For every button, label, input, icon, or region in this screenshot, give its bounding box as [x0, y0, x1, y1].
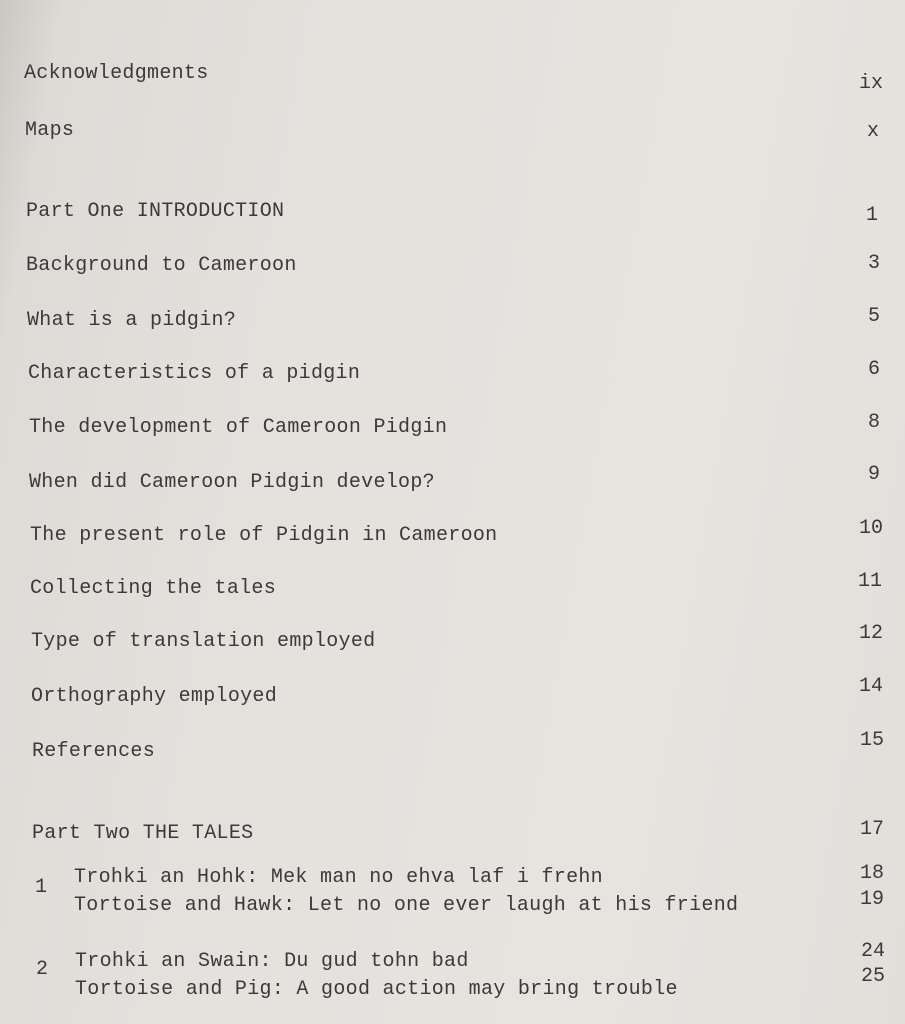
tale-pidgin-title: Trohki an Swain: Du gud tohn bad	[75, 950, 469, 973]
toc-entry: References	[32, 740, 156, 763]
tale-english-title: Tortoise and Pig: A good action may bring trouble	[75, 978, 678, 1001]
tale-english-page: 25	[860, 965, 885, 988]
toc-entry: Orthography employed	[31, 685, 278, 708]
part-one-page: 1	[865, 204, 878, 227]
toc-entry: Background to Cameroon	[26, 254, 297, 277]
toc-page-number: 8	[867, 411, 880, 434]
toc-page-number: 3	[867, 252, 880, 275]
toc-entry: Characteristics of a pidgin	[28, 362, 361, 385]
toc-page-acknowledgments: ix	[858, 72, 883, 95]
toc-entry: What is a pidgin?	[27, 309, 237, 332]
tale-english-page: 19	[859, 888, 884, 911]
toc-entry: Collecting the tales	[30, 577, 277, 600]
part-two-page: 17	[859, 818, 884, 841]
toc-page-number: 12	[858, 622, 883, 645]
tale-pidgin-page: 18	[859, 862, 884, 885]
toc-page-number: 15	[859, 729, 884, 752]
toc-entry: Type of translation employed	[31, 630, 376, 653]
toc-page-number: 6	[867, 358, 880, 381]
toc-entry: The development of Cameroon Pidgin	[29, 416, 448, 439]
part-one-heading: Part One INTRODUCTION	[26, 200, 285, 223]
toc-page-number: 11	[857, 570, 882, 593]
toc-entry-maps: Maps	[25, 119, 75, 142]
toc-page-number: 10	[858, 517, 883, 540]
toc-page-maps: x	[866, 120, 879, 143]
toc-page-number: 14	[858, 675, 883, 698]
tale-pidgin-title: Trohki an Hohk: Mek man no ehva laf i frehn	[74, 866, 603, 889]
tale-number: 1	[35, 876, 48, 899]
toc-entry: The present role of Pidgin in Cameroon	[30, 524, 498, 547]
tale-number: 2	[36, 958, 49, 981]
toc-page-number: 9	[867, 463, 880, 486]
toc-page-number: 5	[867, 305, 880, 328]
toc-entry: When did Cameroon Pidgin develop?	[29, 471, 435, 494]
part-two-heading: Part Two THE TALES	[32, 822, 254, 845]
tale-pidgin-page: 24	[860, 940, 885, 963]
tale-english-title: Tortoise and Hawk: Let no one ever laugh at his friend	[74, 894, 739, 917]
toc-entry-acknowledgments: Acknowledgments	[24, 62, 209, 85]
